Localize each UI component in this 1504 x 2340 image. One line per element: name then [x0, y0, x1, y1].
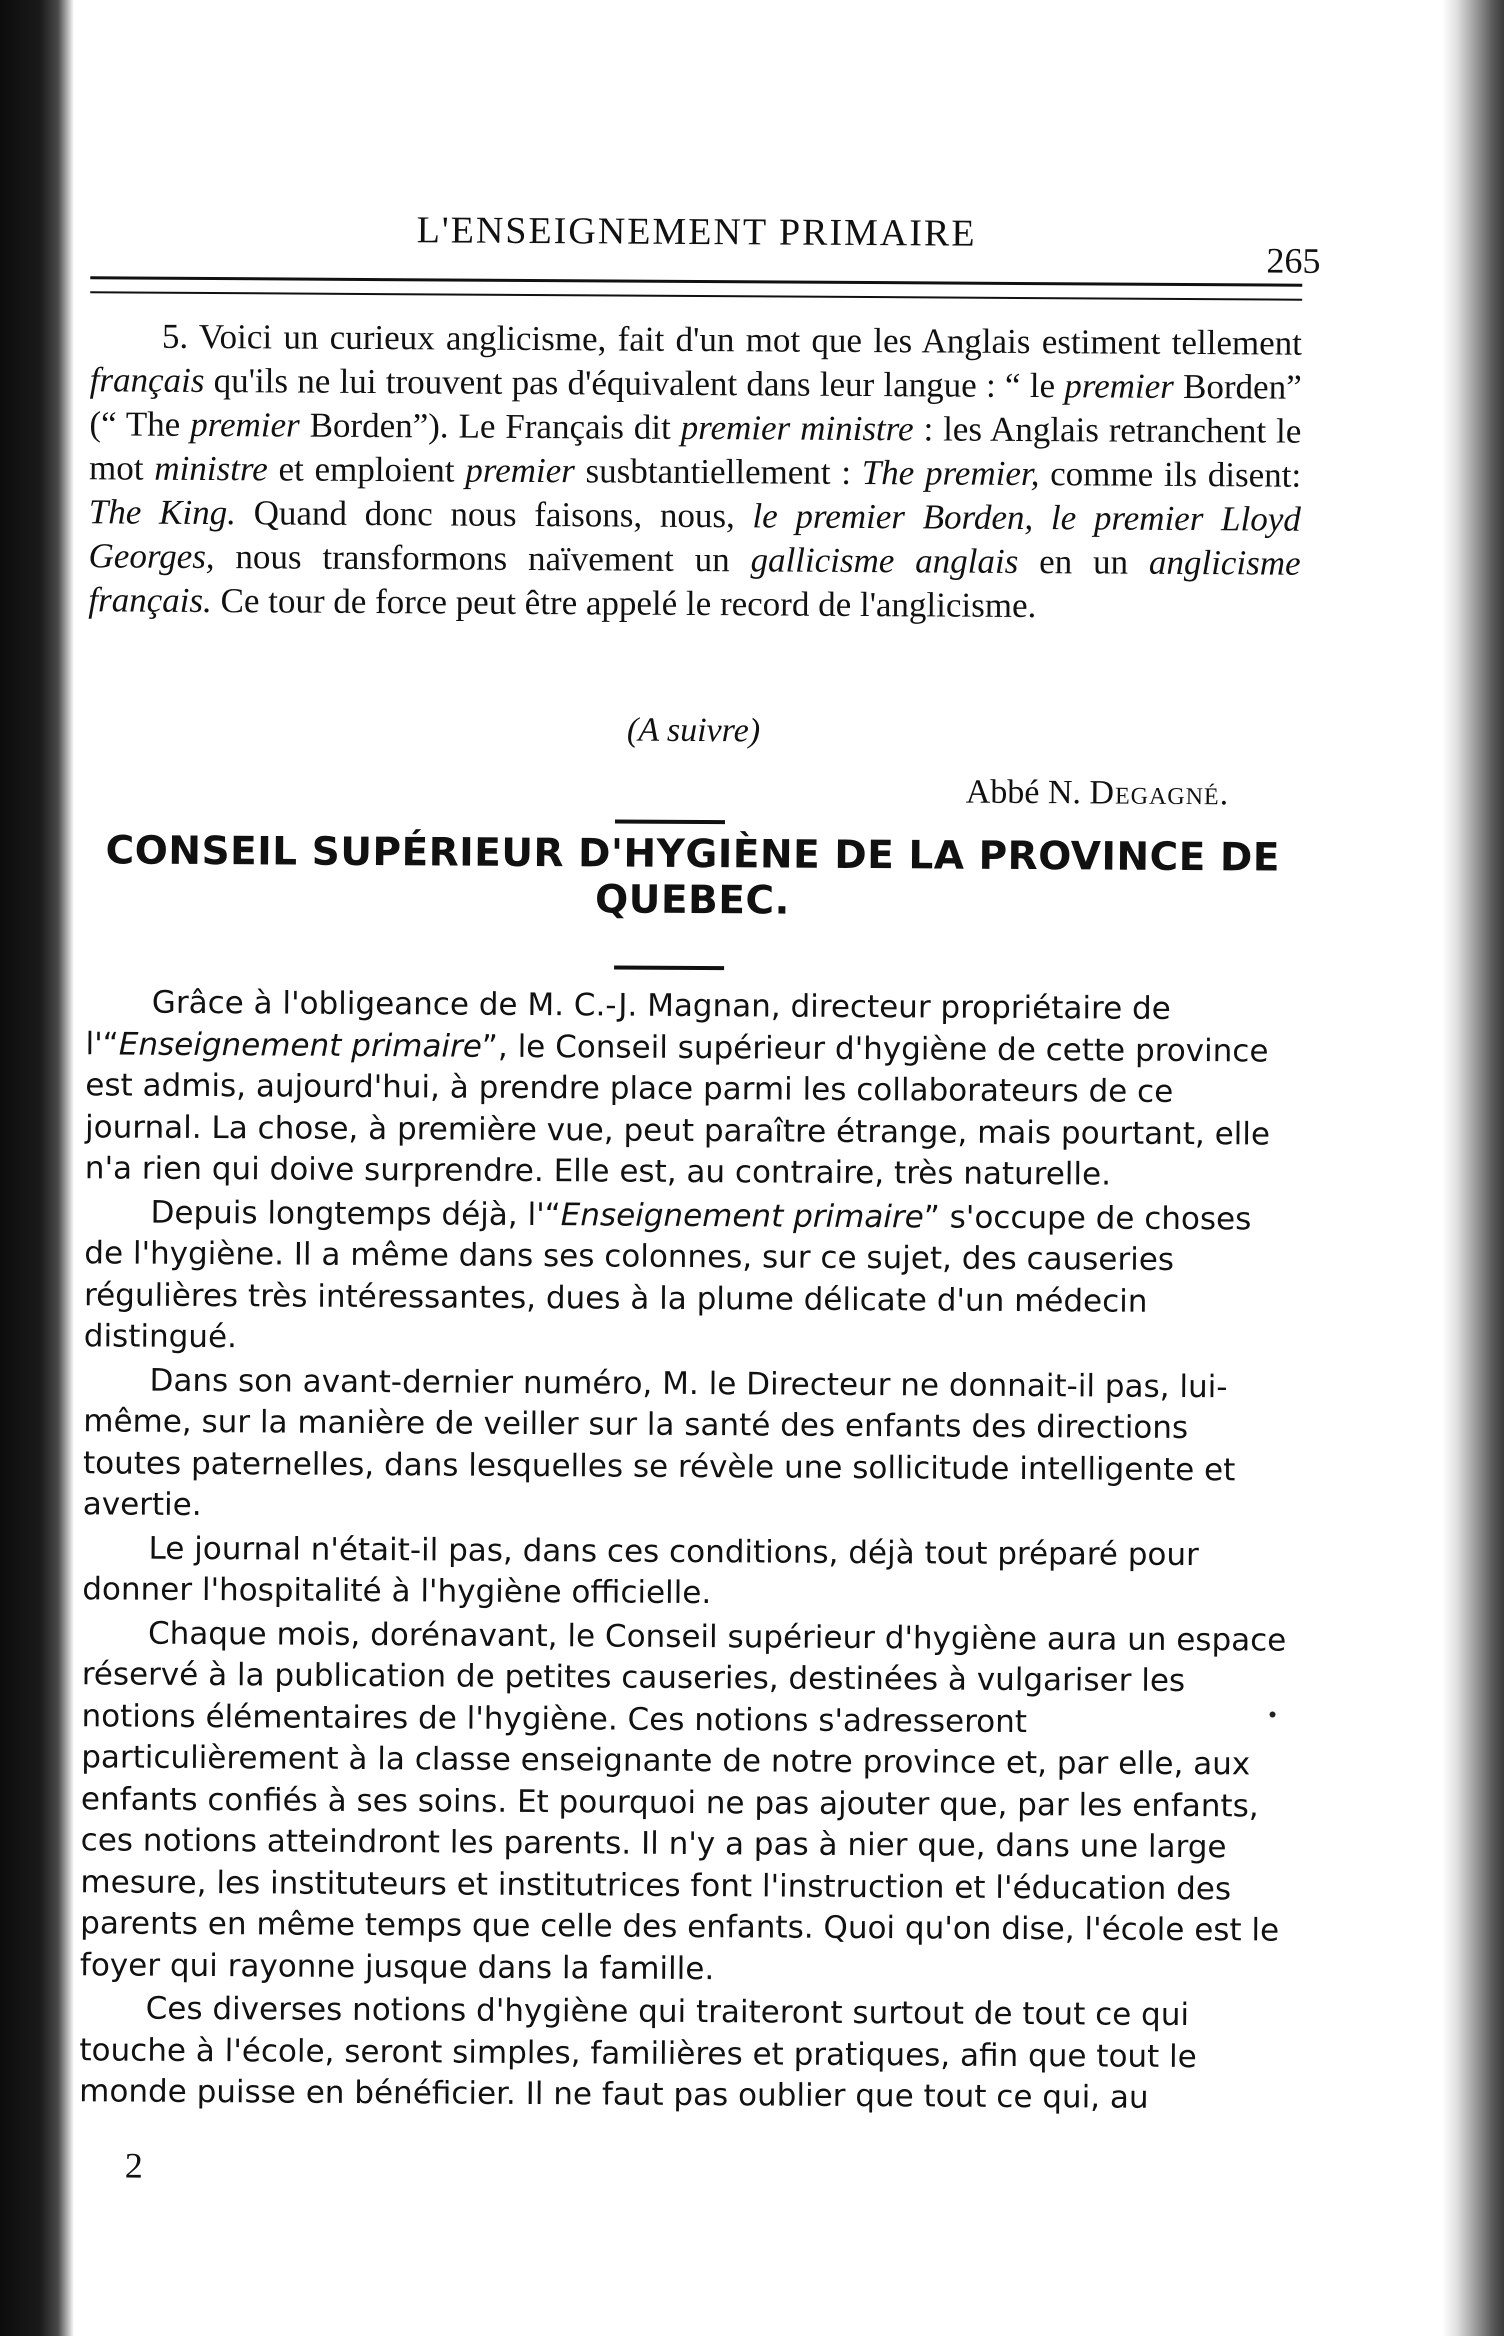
book-page: [78, 0, 1321, 2340]
title-divider: [614, 966, 724, 971]
a-suivre: (A suivre): [626, 711, 761, 750]
scan-right-edge: [1442, 0, 1504, 2336]
footnote-5: [88, 314, 1302, 629]
paragraph-5: Chaque mois, dorénavant, le Conseil supérieur d'hygiène aura un espace réservé à la publication de petites causeries, destinées à vulgariser les notions élémentaires de l'hygiène. Ces notions s'adresseront particulièrement à la classe enseignante de notre province et, par elle, aux enfants confiés à ses soins. Et pourquoi ne pas ajouter que, par les enfants, ces notions atteindront les parents. Il n'y a pas à nier que, dans une large mesure, les instituteurs et institutrices font l'instruction et l'éducation des parents en même temps que celle des enfants. Quoi qu'on dise, l'école est le foyer qui rayonne jusque dans la famille.: [79, 1615, 1287, 1987]
article-title: CONSEIL SUPÉRIEUR D'HYGIÈNE DE LA PROVINCE DE QUEBEC.: [105, 828, 1281, 924]
paragraph-3: Dans son avant-dernier numéro, M. le Directeur ne donnait-il pas, lui-même, sur la manière de veiller sur la santé des enfants des directions toutes paternelles, dans lesquelles se révèle une sollicitude intelligente et avertie.: [82, 1362, 1236, 1523]
paragraph-2: Depuis longtemps déjà, l'“Enseignement primaire” s'occupe de choses de l'hygiène. Il a même dans ses colonnes, sur ce sujet, des causeries régulières très intéressantes, dues à la plume délicate d'un médecin distingué.: [83, 1194, 1252, 1356]
scan-left-edge: [0, 0, 74, 2336]
article-body: [79, 982, 1298, 2122]
paragraph-6: Ces diverses notions d'hygiène qui traiteront surtout de tout ce qui touche à l'école, seront simples, familières et pratiques, afin que tout le monde puisse en bénéficier. Il ne faut pas oublier que tout ce qui, au: [79, 1990, 1197, 2116]
footnote-5-paragraph: 5. Voici un curieux anglicisme, fait d'un mot que les Anglais estiment tellement français qu'ils ne lui trouvent pas d'équivalent dans leur langue : “ le premier Borden” (“ The premier Borden”). Le Français dit premier ministre : les Anglais retranchent le mot ministre et emploient premier susbtantiellement : The premier, comme ils disent: The King. Quand donc nous faisons, nous, le premier Borden, le premier Lloyd Georges, nous transformons naïvement un gallicisme anglais en un anglicisme français. Ce tour de force peut être appelé le record de l'anglicisme.: [88, 316, 1303, 626]
printer-signature-mark: 2: [124, 2145, 143, 2186]
paragraph-1: Grâce à l'obligeance de M. C.-J. Magnan, directeur propriétaire de l'“Enseignement primaire”, le Conseil supérieur d'hygiène de cette province est admis, aujourd'hui, à prendre place parmi les collaborateurs de ce journal. La chose, à première vue, peut paraître étrange, mais pourtant, elle n'a rien qui doive surprendre. Elle est, au contraire, très naturelle.: [84, 984, 1271, 1193]
author-signature: Abbé N. Degagné.: [965, 773, 1230, 813]
scan-speck: [1270, 1712, 1276, 1718]
header-double-rule: [90, 276, 1302, 300]
paragraph-4: Le journal n'était-il pas, dans ces conditions, déjà tout préparé pour donner l'hospitalité à l'hygiène officielle.: [82, 1530, 1199, 1612]
running-head: L'ENSEIGNEMENT PRIMAIRE: [416, 209, 977, 255]
section-divider: [615, 820, 725, 825]
page-number: 265: [1266, 240, 1321, 281]
